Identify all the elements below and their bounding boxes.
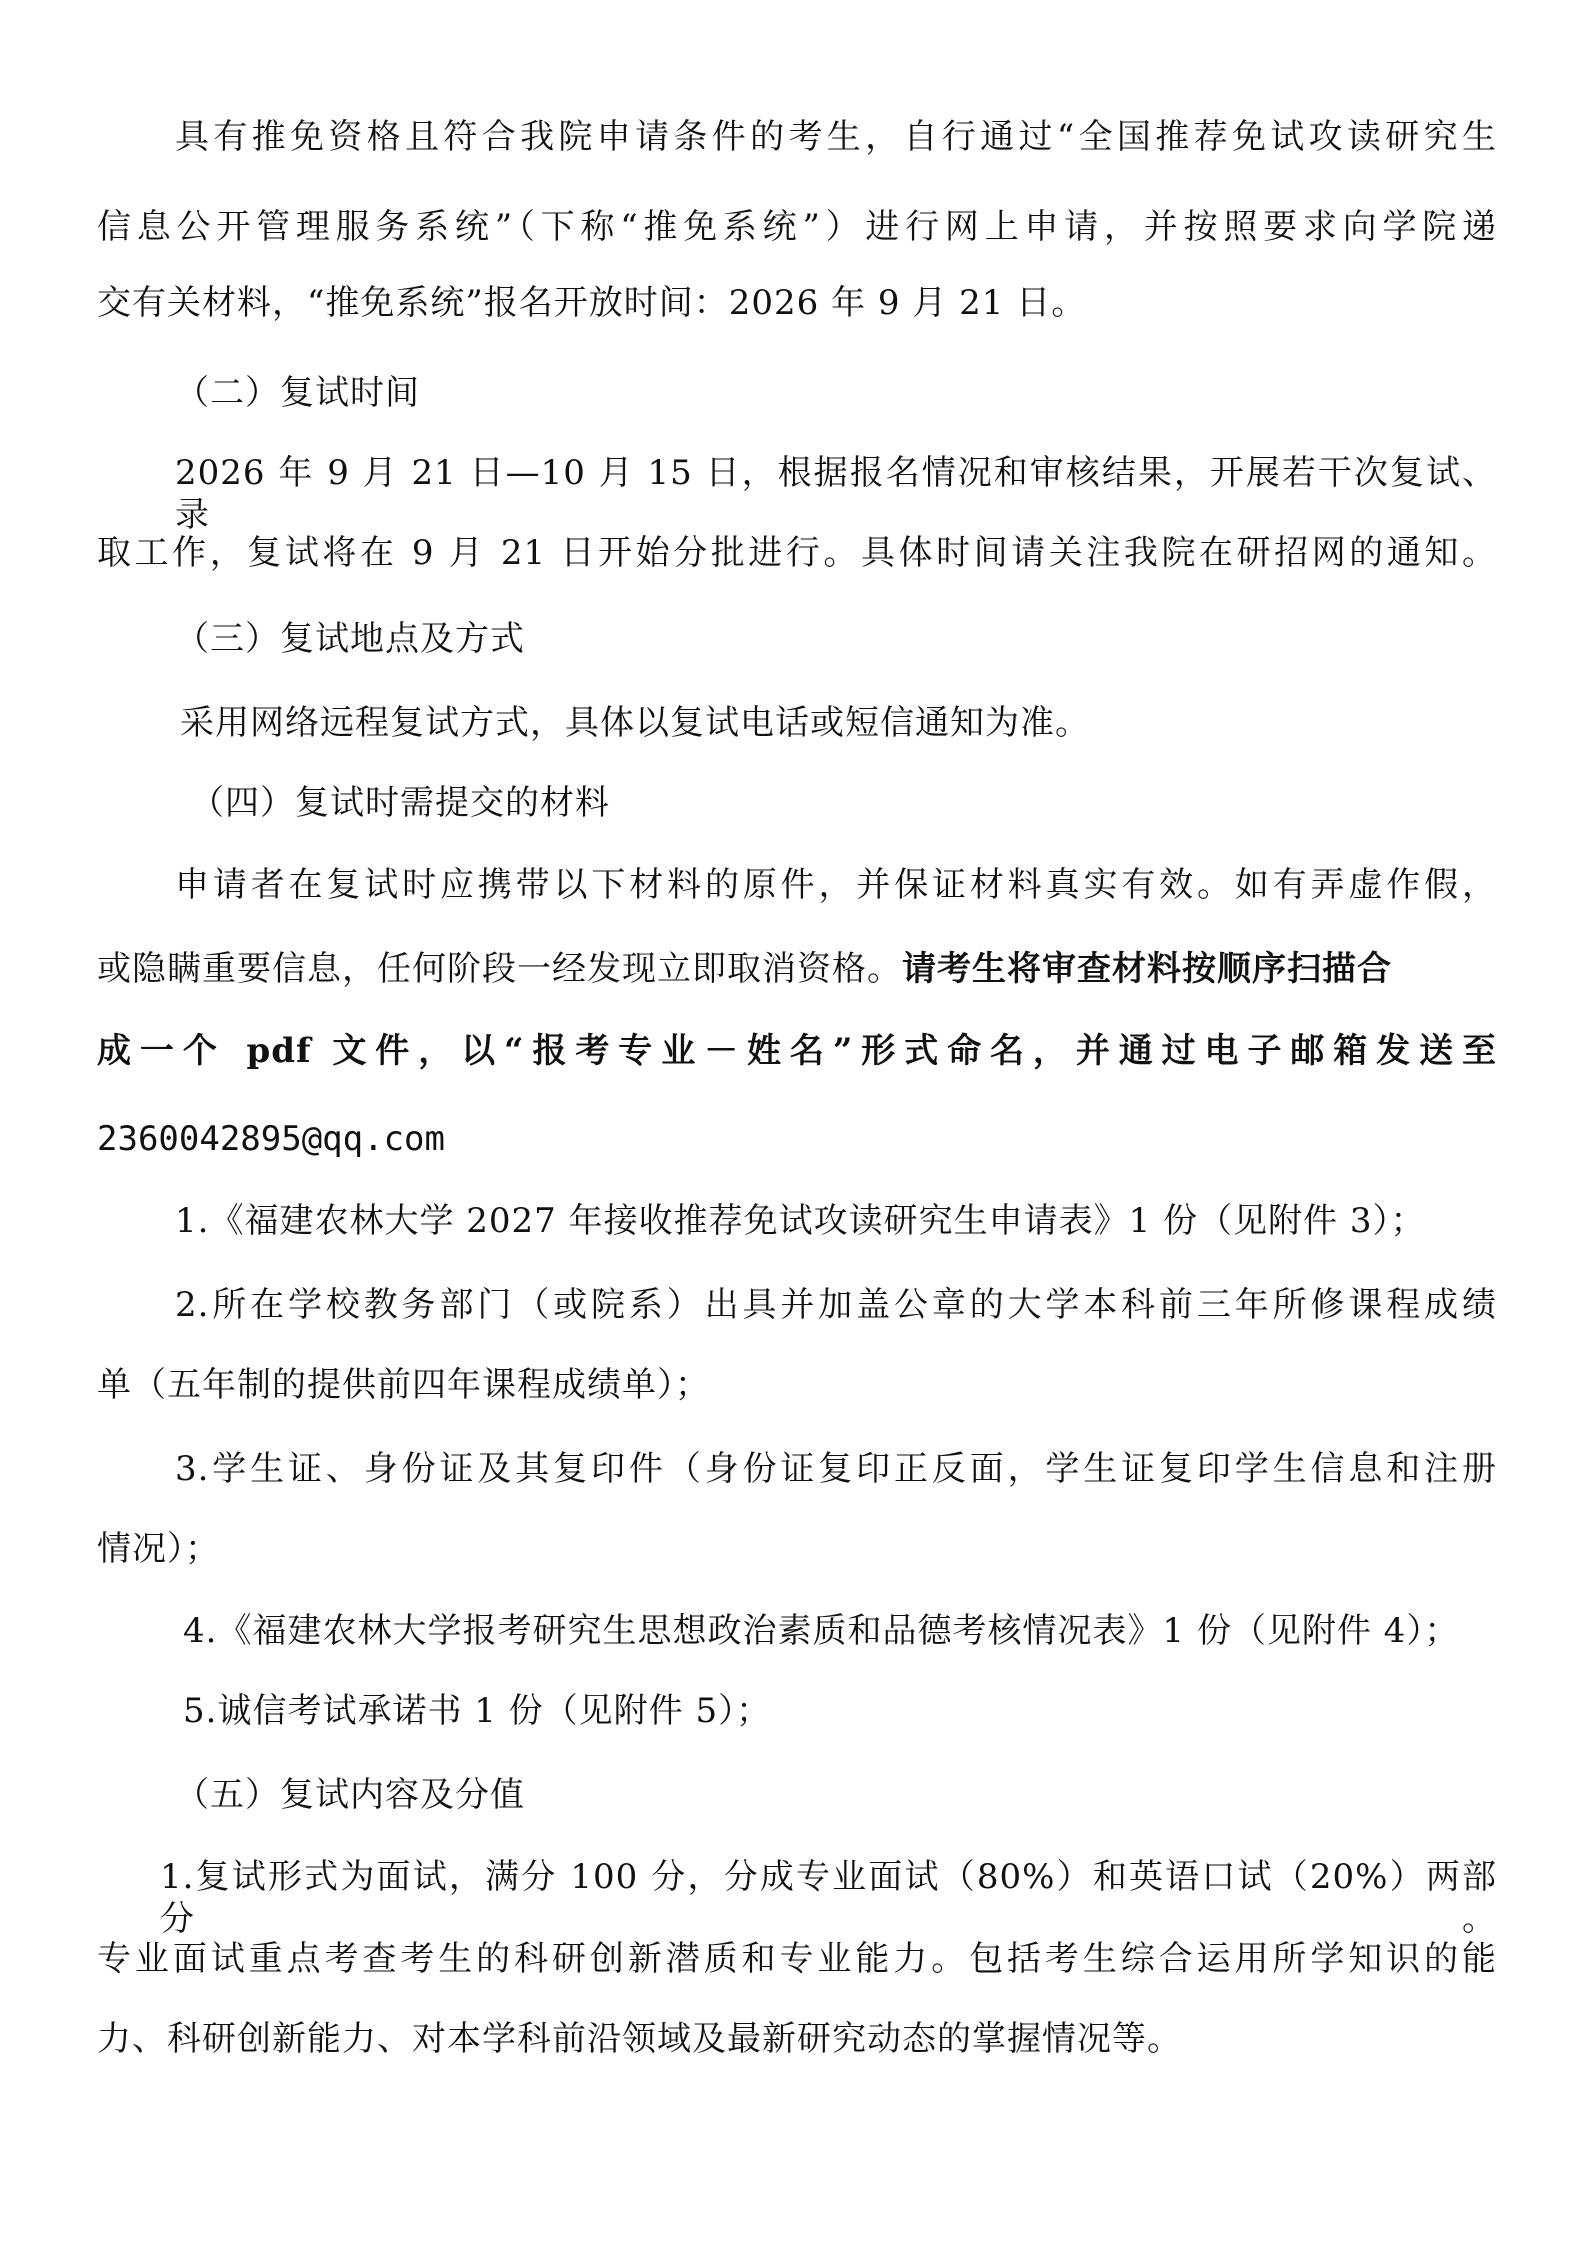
paragraph-application-line-1: 具有推免资格且符合我院申请条件的考生，自行通过“全国推荐免试攻读研究生 [175, 117, 1497, 157]
paragraph-materials-line-1: 申请者在复试时应携带以下材料的原件，并保证材料真实有效。如有弄虚作假， [175, 865, 1497, 905]
list-item-3-line-2: 情况）； [97, 1529, 220, 1569]
list-item-2-line-1: 2.所在学校教务部门（或院系）出具并加盖公章的大学本科前三年所修课程成绩 [175, 1285, 1497, 1325]
paragraph-interview-content-line-2: 专业面试重点考查考生的科研创新潜质和专业能力。包括考生综合运用所学知识的能 [97, 1939, 1497, 1979]
section-heading-interview-time: （二）复试时间 [175, 373, 420, 413]
section-heading-materials: （四）复试时需提交的材料 [190, 783, 610, 823]
materials-line-2-normal: 或隐瞒重要信息，任何阶段一经发现立即取消资格。 [97, 949, 902, 989]
materials-line-2-bold: 请考生将审查材料按顺序扫描合 [902, 949, 1392, 989]
list-item-2-line-2: 单（五年制的提供前四年课程成绩单）； [97, 1365, 710, 1405]
paragraph-interview-time-line-2: 取工作，复试将在 9 月 21 日开始分批进行。具体时间请关注我院在研招网的通知。 [97, 533, 1497, 573]
submission-email: 2360042895@qq.com [97, 1119, 445, 1159]
paragraph-materials-line-3-bold: 成一个 pdf 文件，以“报考专业－姓名”形式命名，并通过电子邮箱发送至 [97, 1031, 1497, 1071]
paragraph-interview-location: 采用网络远程复试方式，具体以复试电话或短信通知为准。 [180, 703, 1090, 743]
list-item-1: 1.《福建农林大学 2027 年接收推荐免试攻读研究生申请表》1 份（见附件 3）； [175, 1201, 1426, 1241]
section-heading-interview-content: （五）复试内容及分值 [175, 1775, 525, 1815]
paragraph-interview-content-line-1: 1.复试形式为面试，满分 100 分，分成专业面试（80%）和英语口试（20%）两部分。 [160, 1857, 1497, 1939]
paragraph-interview-time-line-1: 2026 年 9 月 21 日—10 月 15 日，根据报名情况和审核结果，开展若干次复试、录 [175, 453, 1497, 535]
list-item-5: 5.诚信考试承诺书 1 份（见附件 5）； [183, 1691, 772, 1731]
list-item-3-line-1: 3.学生证、身份证及其复印件（身份证复印正反面，学生证复印学生信息和注册 [175, 1449, 1497, 1489]
section-heading-interview-location: （三）复试地点及方式 [175, 619, 525, 659]
paragraph-application-line-2: 信息公开管理服务系统”（下称“推免系统”）进行网上申请，并按照要求向学院递 [97, 207, 1497, 247]
paragraph-application-line-3: 交有关材料，“推免系统”报名开放时间：2026 年 9 月 21 日。 [97, 283, 1087, 323]
list-item-4: 4.《福建农林大学报考研究生思想政治素质和品德考核情况表》1 份（见附件 4）； [183, 1611, 1460, 1651]
paragraph-interview-content-line-3: 力、科研创新能力、对本学科前沿领域及最新研究动态的掌握情况等。 [97, 2019, 1182, 2059]
paragraph-materials-line-2 [97, 948, 1497, 990]
